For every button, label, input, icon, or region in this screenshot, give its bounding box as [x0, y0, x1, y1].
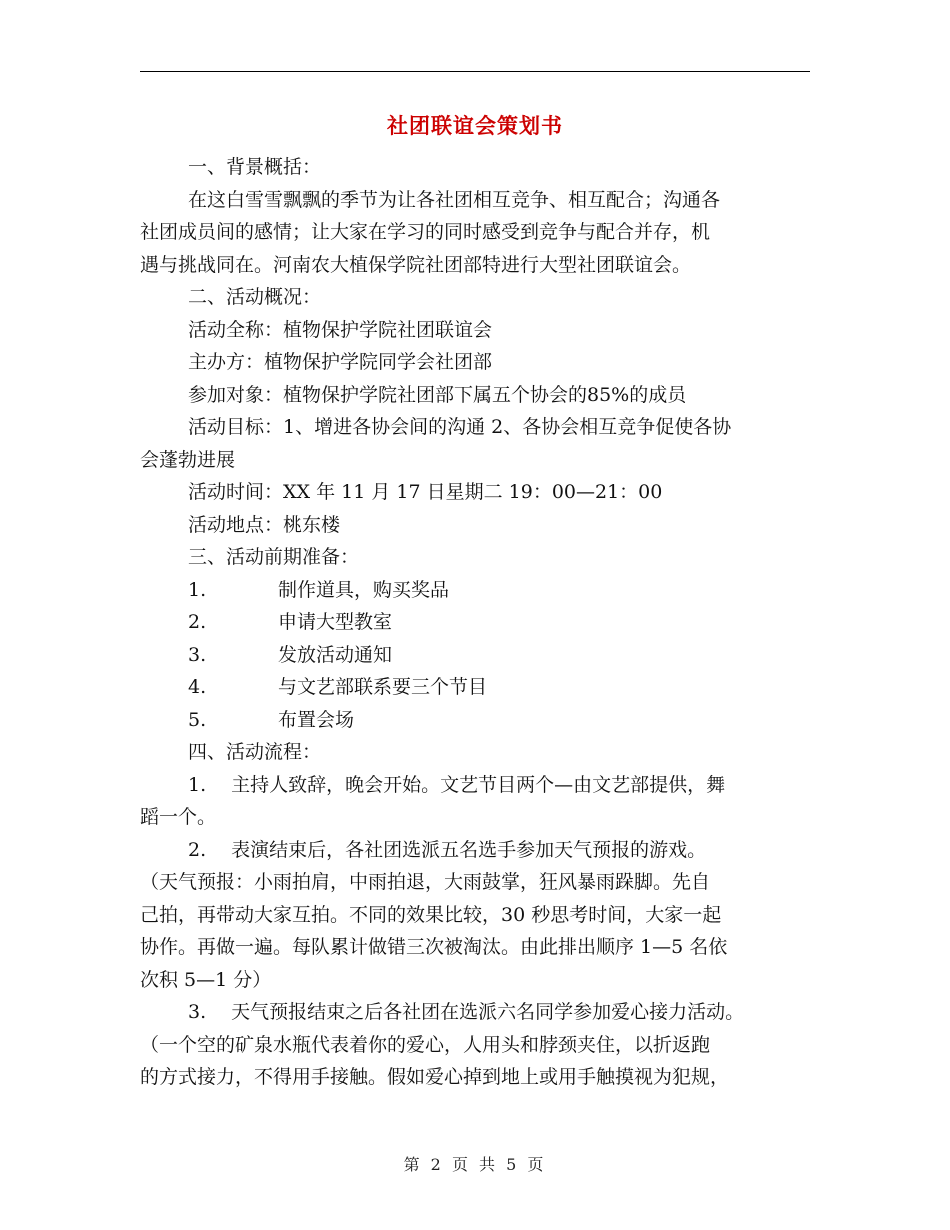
prep-list-item: 3. 发放活动通知 [188, 644, 393, 666]
flow-line: （天气预报：小雨拍肩，中雨拍退，大雨鼓掌，狂风暴雨跺脚。先自 [140, 871, 711, 893]
prep-list-item: 4. 与文艺部联系要三个节目 [188, 676, 488, 698]
flow-line: 己拍，再带动大家互拍。不同的效果比较，30 秒思考时间，大家一起 [140, 904, 722, 926]
flow-line: （一个空的矿泉水瓶代表着你的爱心，人用头和脖颈夹住，以折返跑 [140, 1034, 711, 1056]
paragraph-line: 遇与挑战同在。河南农大植保学院社团部特进行大型社团联谊会。 [140, 254, 692, 276]
goals-line-continued: 会蓬勃进展 [140, 449, 236, 471]
flow-line: 3. 天气预报结束之后各社团在选派六名同学参加爱心接力活动。 [188, 1001, 745, 1023]
flow-line: 2. 表演结束后，各社团选派五名选手参加天气预报的游戏。 [188, 839, 707, 861]
flow-line: 的方式接力，不得用手接触。假如爱心掉到地上或用手触摸视为犯规， [140, 1066, 730, 1088]
flow-line: 次积 5—1 分） [140, 969, 272, 991]
prep-list-item: 1. 制作道具，购买奖品 [188, 579, 450, 601]
header-rule [140, 71, 810, 72]
location-line: 活动地点：桃东楼 [188, 514, 341, 536]
page-number-footer: 第 2 页 共 5 页 [403, 1155, 547, 1174]
document-title: 社团联谊会策划书 [387, 113, 563, 138]
prep-list-item: 2. 申请大型教室 [188, 611, 393, 633]
paragraph-line: 社团成员间的感情；让大家在学习的同时感受到竞争与配合并存，机 [140, 221, 711, 243]
goals-line: 活动目标：1、增进各协会间的沟通 2、各协会相互竞争促使各协 [188, 416, 732, 438]
section-heading-flow: 四、活动流程： [188, 741, 322, 763]
section-heading-background: 一、背景概括： [188, 156, 322, 178]
organizer-line: 主办方：植物保护学院同学会社团部 [188, 351, 493, 373]
prep-list-item: 5. 布置会场 [188, 709, 355, 731]
flow-line: 蹈一个。 [140, 806, 217, 828]
flow-line: 协作。再做一遍。每队累计做错三次被淘汰。由此排出顺序 1—5 名依 [140, 936, 728, 958]
participants-line: 参加对象：植物保护学院社团部下属五个协会的85%的成员 [188, 384, 687, 406]
activity-name-line: 活动全称：植物保护学院社团联谊会 [188, 319, 493, 341]
paragraph-line: 在这白雪雪飘飘的季节为让各社团相互竞争、相互配合；沟通各 [188, 189, 721, 211]
section-heading-preparation: 三、活动前期准备： [188, 546, 360, 568]
time-line: 活动时间：XX 年 11 月 17 日星期二 19：00—21：00 [188, 481, 663, 503]
section-heading-overview: 二、活动概况： [188, 286, 322, 308]
flow-line: 1. 主持人致辞，晚会开始。文艺节目两个—由文艺部提供，舞 [188, 774, 726, 796]
